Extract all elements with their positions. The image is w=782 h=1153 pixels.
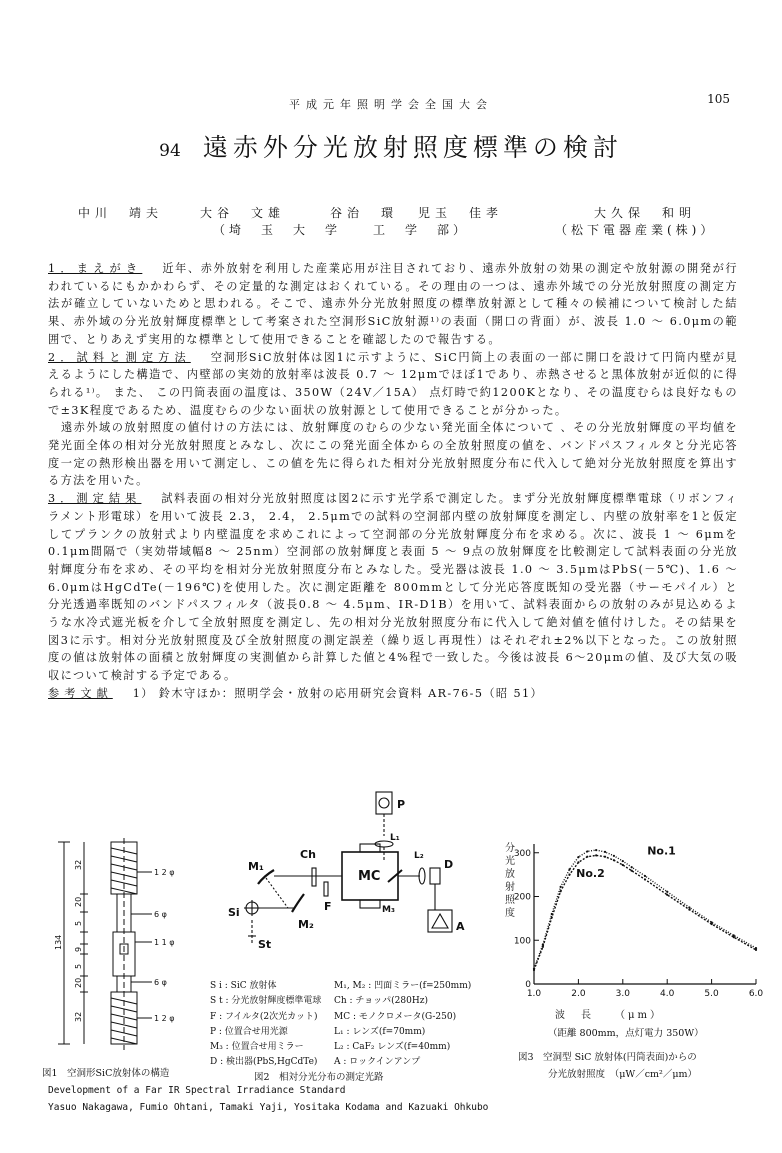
data-point xyxy=(586,850,588,852)
data-point xyxy=(644,875,646,877)
figure-2-caption: 図2 相対分光分布の測定光路 xyxy=(254,1072,384,1083)
dimension-label: 5 xyxy=(74,963,83,969)
reference-item: 1） 鈴木守ほか：照明学会・放射の応用研究会資料 AR-76-5（昭 51） xyxy=(132,686,544,700)
series-line xyxy=(534,850,756,969)
data-point xyxy=(551,916,553,918)
figure-1-caption: 図1 空洞形SiC放射体の構造 xyxy=(42,1068,170,1079)
data-point xyxy=(604,851,606,853)
references-heading: 参考文献 xyxy=(48,686,113,700)
label-st: St xyxy=(258,938,272,951)
label-m2: M₂ xyxy=(298,918,314,931)
dimension-label: 20 xyxy=(74,977,83,988)
y-tick-label: 200 xyxy=(513,892,531,903)
data-point xyxy=(613,855,615,857)
affiliation-matsushita: （松下電器産業(株)） xyxy=(555,223,717,237)
english-authors: Yasuo Nakagawa, Fumio Ohtani, Tamaki Yaji, Yositaka Kodama and Kazuaki Ohkubo xyxy=(48,1102,489,1113)
legend-item: Ch : チョッパ(280Hz) xyxy=(334,996,428,1007)
data-point xyxy=(631,866,633,868)
data-point xyxy=(568,874,570,876)
x-tick-label: 1.0 xyxy=(526,989,542,999)
figure-1-radiator-structure xyxy=(40,832,190,1060)
x-tick-label: 5.0 xyxy=(704,989,719,999)
legend-item: S t : 分光放射輝度標準電球 xyxy=(210,996,322,1007)
author-name: 大久保 和明 xyxy=(594,206,697,220)
legend-item: M₁, M₂ : 凹面ミラー(f=250mm) xyxy=(334,981,472,991)
section-heading: 1．まえがき xyxy=(48,262,143,275)
page-number: 105 xyxy=(707,92,730,106)
legend-item: M₃ : 位置合せ用ミラー xyxy=(210,1042,304,1053)
label-a: A xyxy=(456,920,465,933)
figure-2-legend-right xyxy=(334,979,471,1071)
series-label-no1: No.1 xyxy=(647,844,676,858)
data-point xyxy=(533,969,535,971)
label-f: F xyxy=(324,900,332,913)
diameter-label: 1 2 φ xyxy=(154,868,175,877)
section-heading: 2．試料と測定方法 xyxy=(48,350,191,364)
section-text: 空洞形SiC放射体は図1に示すように、SiC円筒上の表面の一部に開口を設けて円筒内壁が見えるようにした構造で、内壁部の実効的放射率は波長 0.7 ～ 12μmでほぼ1であり、赤熱させると黒体放射が近似的に得られる¹⁾。 また、 この円筒表面の温度は、350W（24V／15A） 点灯時で約1200Kとなり、その温度むらは良好なもので±3K程度であるため、温度むらの少ない面状の放射源として使用できることが分かった。 xyxy=(48,350,738,417)
author-name: 児玉 佳孝 xyxy=(418,206,504,220)
label-m3: M₃ xyxy=(382,905,395,915)
data-point xyxy=(622,860,624,862)
diameter-label: 1 2 φ xyxy=(154,1014,175,1023)
data-point xyxy=(604,856,606,858)
y-tick-label: 0 xyxy=(525,980,531,990)
filter xyxy=(324,882,328,896)
section-text: 試料表面の相対分光放射照度は図2に示す光学系で測定した。まず分光放射輝度標準電球（リボンフィラメント形電球）を用いて波長 2.3， 2.4， 2.5μmでの試料の空洞部内壁の放射輝度を測定し、内壁の放射率を1と仮定してプランクの放射式より内壁温度を求めこれによって空洞部の分光放射輝度分布を求める。次に、波長 1 ～ 6μmを0.1μm間隔で（実効帯域幅8 ～ 25nm）空洞部の放射輝度と表面 5 ～ 9点の放射輝度を比較測定して試料表面の分光放射輝度分布を求め、その平均を相対分光放射照度分布とみなした。受光器は波長 1.0 ～ 3.5μmはPbS(－5℃)、1.6 ～ 6.0μmはHgCdTe(－196℃)を使用した。次に測定距離を 800mmとして分光応答度既知の受光器（サーモパイル）と分光透過率既知のバンドパスフィルタ（波長0.8 ～ 4.5μm、IR-D1B）を用いて、試料表面からの放射のみが見込めるような水冷式遮光板を介して全放射照度を測定し、先の相対分光放射照度分布に代入して絶対値を値付けした。その結果を図3に示す。相対分光放射照度及び全放射照度の測定誤差（繰り返し再現性）はそれぞれ±2%以下となった。この放射照度の値は放射体の面積と放射輝度の実測値から計算した値と4%程で一致した。今後は波長 6～20μmの値、及び大気の吸収について検討する予定である。 xyxy=(48,492,739,683)
x-tick-label: 6.0 xyxy=(748,989,764,999)
label-l2: L₂ xyxy=(414,851,424,861)
data-point xyxy=(688,906,690,908)
dimension-label: 32 xyxy=(74,859,83,870)
references xyxy=(48,685,738,703)
affiliation-saitama: （埼 玉 大 学 工 学 部） xyxy=(213,223,470,237)
data-point xyxy=(542,946,544,948)
data-point xyxy=(577,861,579,863)
diameter-label: 6 φ xyxy=(154,910,167,919)
author-name: 中川 靖夫 xyxy=(78,206,164,220)
diameter-label: 1 1 φ xyxy=(154,938,175,947)
legend-item: D : 検出器(PbS,HgCdTe) xyxy=(210,1057,318,1068)
data-point xyxy=(595,854,597,856)
dimension-label: 5 xyxy=(74,920,83,926)
legend-item: L₂ : CaF₂ レンズ(f=40mm) xyxy=(334,1042,451,1053)
conference-header: 平成元年照明学会全国大会 xyxy=(289,98,493,111)
label-ch: Ch xyxy=(300,848,316,861)
series-label-no2: No.2 xyxy=(576,866,605,880)
figure-2-optical-path xyxy=(192,786,482,978)
y-tick-label: 300 xyxy=(513,848,531,859)
data-point xyxy=(577,856,579,858)
dimension-label: 134 xyxy=(54,934,63,950)
x-tick-label: 2.0 xyxy=(571,989,586,999)
data-point xyxy=(666,891,668,893)
english-title: Development of a Far IR Spectral Irradiance Standard xyxy=(48,1085,346,1096)
label-p: P xyxy=(397,798,406,811)
concave-mirror-m2 xyxy=(292,894,304,912)
section-text: 近年、赤外放射を利用した産業応用が注目されており、遠赤外放射の効果の測定や放射源の開発が行われているにもかかわらず、その定量的な測定はおくれている。その理由の一つは、遠赤外域での分光放射照度の測定方法が確立していないためと思われる。そこで、遠赤外分光放射照度の標準放射源として種々の候補について検討した結果、赤外域の分光放射輝度標準として考案された空洞形SiC放射源¹⁾の表面（開口の背面）が、波長 1.0 ～ 6.0μmの範囲で、とりあえず実用的な標準として使用できることを確認したので報告する。 xyxy=(48,262,738,346)
data-point xyxy=(666,894,668,896)
legend-item: S i : SiC 放射体 xyxy=(210,981,277,991)
data-point xyxy=(733,936,735,938)
data-point xyxy=(568,868,570,870)
section-introduction xyxy=(48,260,738,349)
label-si: Si xyxy=(228,906,240,919)
paper-number: 94 xyxy=(159,141,181,161)
legend-item: MC : モノクロメータ(G-250) xyxy=(334,1011,457,1022)
figure-3-caption-line2: 分光放射照度 （μW／cm²／μm） xyxy=(548,1069,698,1080)
section-method xyxy=(48,349,738,420)
chart-xlabel: 波 長 （μm） xyxy=(555,1010,663,1021)
chopper xyxy=(312,868,316,886)
data-point xyxy=(595,849,597,851)
section-results xyxy=(48,490,738,685)
data-point xyxy=(613,859,615,861)
data-point xyxy=(631,870,633,872)
label-l1: L₁ xyxy=(390,833,400,843)
data-point xyxy=(622,864,624,866)
legend-item: L₁ : レンズ(f=70mm) xyxy=(334,1026,426,1037)
data-point xyxy=(644,878,646,880)
figure-3-caption-line1: 図3 空洞型 SiC 放射体(円筒表面)からの xyxy=(518,1052,697,1063)
data-point xyxy=(560,886,562,888)
detector xyxy=(430,868,440,884)
label-mc: MC xyxy=(358,869,381,884)
figure-3-note: （距離 800mm，点灯電力 350W） xyxy=(548,1028,704,1039)
label-m1: M₁ xyxy=(248,860,264,873)
chart-ylabel: 分光放射照度 xyxy=(505,843,515,919)
dimension-label: 32 xyxy=(74,1011,83,1022)
data-point xyxy=(755,949,757,951)
author-name: 大谷 文雄 xyxy=(200,206,286,220)
diameter-label: 6 φ xyxy=(154,978,167,987)
legend-item: F : フイルタ(2次光カット) xyxy=(210,1011,318,1022)
figure-2-legend-left xyxy=(210,979,321,1071)
figure-3-chart xyxy=(513,832,770,1006)
paper-title: 遠赤外分光放射照度標準の検討 xyxy=(202,133,623,162)
section-text-paragraph: 遠赤外域の放射照度の値付けの方法には、放射輝度のむらの少ない発光面全体について 、その分光放射輝度の平均値を発光面全体の相対分光放射照度とみなし、次にこの発光面全体からの全放射照度の値を、バンドパスフィルタと分光応答度一定の熱形検出器を用いて測定し、この値を先に得られた相対分光放射照度分布に代入して絶対分光放射照度を算出する方法を用いた。 xyxy=(48,421,738,488)
data-point xyxy=(586,856,588,858)
author-name: 谷治 環 xyxy=(330,206,399,220)
paper-title-line xyxy=(0,128,782,164)
y-tick-label: 100 xyxy=(513,936,531,947)
section-heading: 3．測定結果 xyxy=(48,492,142,506)
legend-item: A : ロックインアンプ xyxy=(334,1057,421,1068)
dimension-label: 20 xyxy=(74,896,83,907)
dimension-label: 9 xyxy=(74,946,83,952)
data-point xyxy=(688,909,690,911)
data-point xyxy=(560,890,562,892)
data-point xyxy=(711,923,713,925)
label-d: D xyxy=(444,858,454,871)
alignment-lamp xyxy=(376,792,392,814)
x-tick-label: 3.0 xyxy=(615,989,630,999)
legend-item: P : 位置合せ用光源 xyxy=(210,1026,288,1037)
body-text xyxy=(48,260,738,703)
x-tick-label: 4.0 xyxy=(660,989,675,999)
